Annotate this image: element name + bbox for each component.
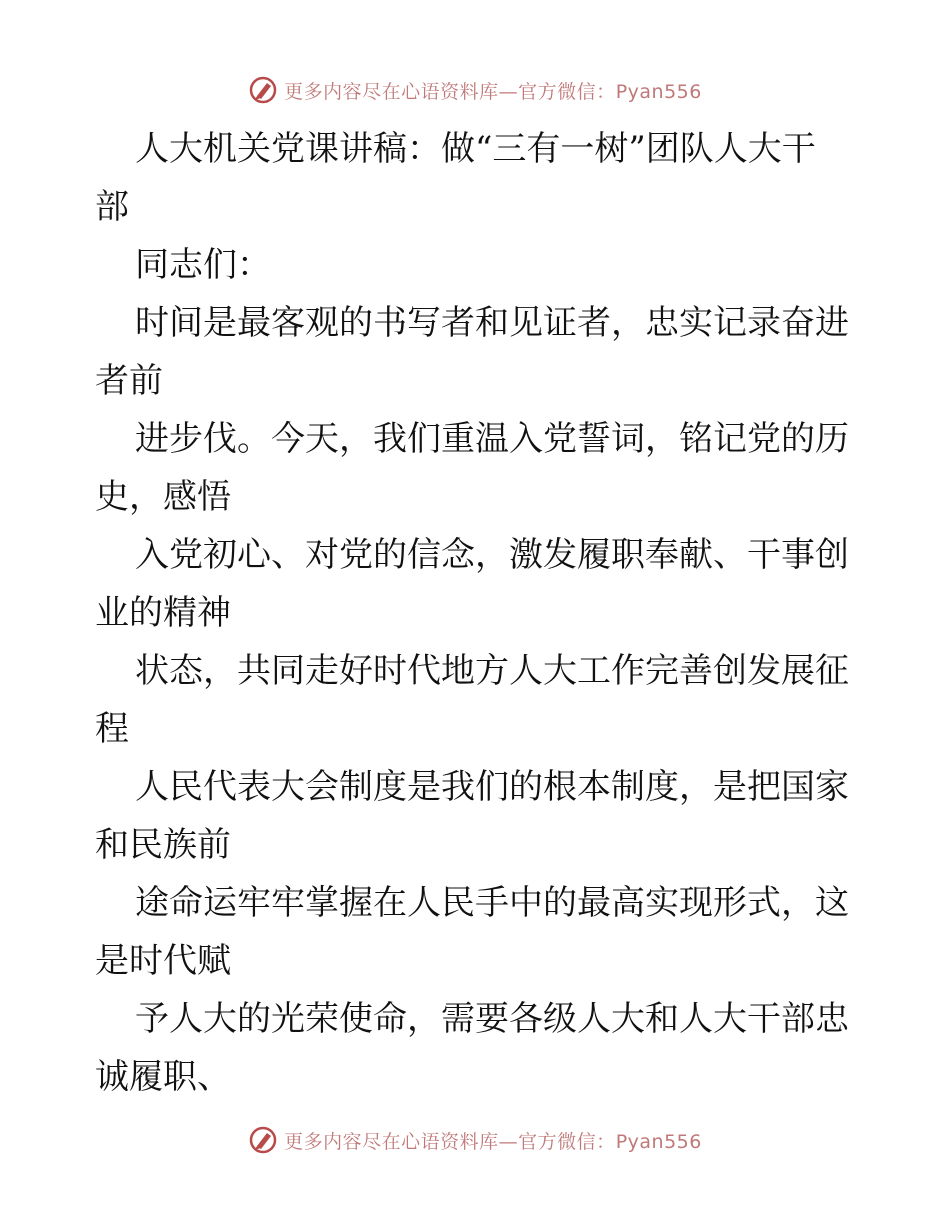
text-line: 人民代表大会制度是我们的根本制度，是把国家 bbox=[135, 767, 849, 807]
text-line: 诚履职、 bbox=[95, 1057, 231, 1097]
document-body bbox=[95, 120, 855, 1106]
text-line: 和民族前 bbox=[95, 825, 231, 865]
watermark-wechat-id: Pyan556 bbox=[615, 1130, 702, 1153]
text-line: 业的精神 bbox=[95, 593, 231, 633]
header-watermark bbox=[0, 70, 950, 110]
watermark-separator: — bbox=[498, 80, 519, 103]
text-line: 是时代赋 bbox=[95, 941, 231, 981]
text-line: 同志们： bbox=[135, 245, 271, 285]
text-line: 者前 bbox=[95, 361, 163, 401]
text-line: 程 bbox=[95, 709, 129, 749]
watermark-wechat-id: Pyan556 bbox=[615, 80, 702, 103]
text-line: 史，感悟 bbox=[95, 477, 231, 517]
text-line: 状态，共同走好时代地方人大工作完善创发展征 bbox=[135, 651, 849, 691]
text-line: 途命运牢牢掌握在人民手中的最高实现形式，这 bbox=[135, 883, 849, 923]
text-line: 进步伐。今天，我们重温入党誓词，铭记党的历 bbox=[135, 419, 849, 459]
pen-nib-logo-icon bbox=[248, 1125, 278, 1155]
pen-nib-logo-icon bbox=[248, 75, 278, 105]
text-line: 部 bbox=[95, 187, 129, 227]
watermark-wechat-label: 官方微信： bbox=[518, 1130, 616, 1153]
watermark-text bbox=[284, 1127, 702, 1154]
watermark-separator: — bbox=[498, 1130, 519, 1153]
text-line: 予人大的光荣使命，需要各级人大和人大干部忠 bbox=[135, 999, 849, 1039]
document-text bbox=[95, 120, 855, 1106]
text-line: 人大机关党课讲稿：做“三有一树”团队人大干 bbox=[135, 129, 816, 169]
text-line: 时间是最客观的书写者和见证者，忠实记录奋进 bbox=[135, 303, 849, 343]
watermark-label: 更多内容尽在心语资料库 bbox=[284, 1130, 499, 1153]
text-line: 入党初心、对党的信念，激发履职奉献、干事创 bbox=[135, 535, 849, 575]
watermark-text bbox=[284, 77, 702, 104]
watermark-label: 更多内容尽在心语资料库 bbox=[284, 80, 499, 103]
watermark-wechat-label: 官方微信： bbox=[518, 80, 616, 103]
footer-watermark bbox=[0, 1120, 950, 1160]
